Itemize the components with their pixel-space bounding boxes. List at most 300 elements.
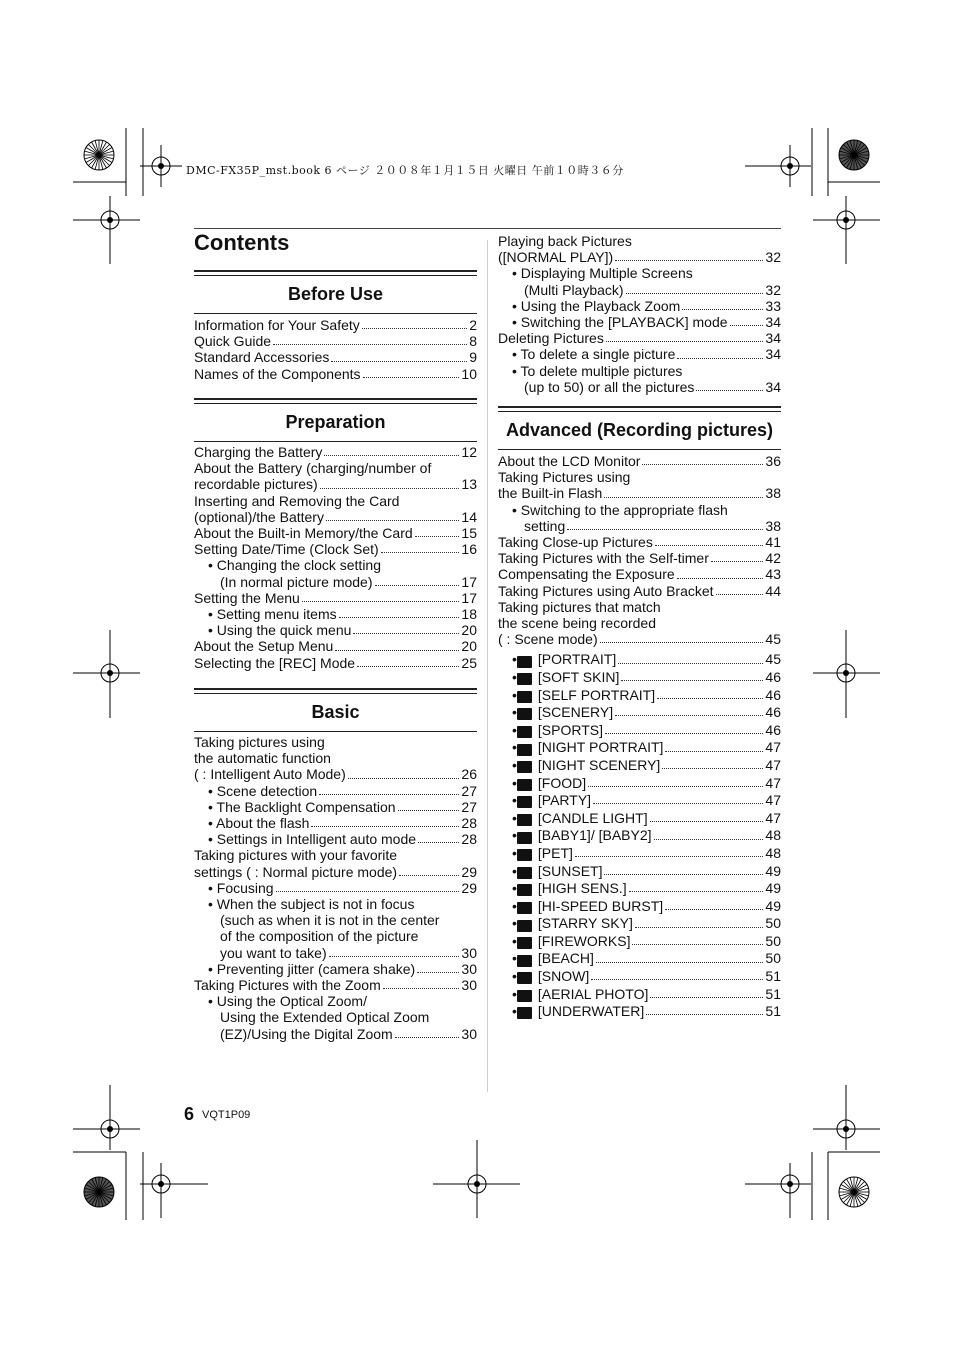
toc-entry[interactable] xyxy=(194,541,477,557)
toc-entry[interactable] xyxy=(194,783,477,799)
toc-entry[interactable] xyxy=(498,826,781,844)
toc-page-number: 30 xyxy=(461,944,477,961)
toc-entry[interactable] xyxy=(498,249,781,265)
leader-dots xyxy=(600,642,764,643)
toc-entry-text: • Setting menu items xyxy=(208,606,337,623)
bullet: • xyxy=(512,704,517,721)
toc-entry-text: settings ( : Normal picture mode) xyxy=(194,863,398,880)
toc-entry[interactable] xyxy=(498,453,781,469)
toc-entry-text: [BABY1]/ [BABY2] xyxy=(537,827,652,844)
section-heading: Basic xyxy=(311,702,360,722)
leader-dots xyxy=(375,585,460,586)
toc-entry[interactable] xyxy=(498,967,781,985)
leader-dots xyxy=(657,698,763,699)
toc-entry[interactable] xyxy=(498,599,781,615)
leader-dots xyxy=(605,733,763,734)
scene-mode-icon xyxy=(517,972,532,984)
leader-dots xyxy=(276,891,460,892)
toc-entry-text: (EZ)/Using the Digital Zoom xyxy=(220,1025,393,1042)
toc-page-number: 38 xyxy=(765,517,781,534)
toc-entry[interactable] xyxy=(194,912,477,928)
printer-header: DMC-FX35P_mst.book 6 ページ ２００８年１月１５日 火曜日 午前１０時３６分 xyxy=(186,164,624,177)
toc-page-number: 20 xyxy=(461,638,477,655)
scene-mode-icon xyxy=(517,990,532,1002)
toc-entry[interactable] xyxy=(194,460,477,476)
toc-entry[interactable] xyxy=(194,606,477,622)
leader-dots xyxy=(348,778,460,779)
toc-page-number: 34 xyxy=(765,378,781,395)
toc-entry[interactable] xyxy=(498,914,781,932)
toc-entry-text: Taking Pictures with the Zoom xyxy=(194,977,381,994)
leader-dots xyxy=(696,390,763,391)
toc-entry-text: [NIGHT PORTRAIT] xyxy=(537,739,664,756)
bullet: • xyxy=(512,809,517,826)
toc-list-scenes xyxy=(498,650,781,1019)
toc-page-number: 12 xyxy=(461,444,477,460)
scene-mode-icon xyxy=(517,1007,532,1019)
toc-page-number: 33 xyxy=(765,297,781,314)
toc-entry[interactable] xyxy=(498,631,781,647)
toc-page-number: 51 xyxy=(765,1003,781,1020)
scene-mode-icon xyxy=(517,902,532,914)
toc-page-number: 16 xyxy=(461,541,477,558)
section-heading: Preparation xyxy=(285,412,386,432)
toc-entry-text: About the Battery (charging/number of xyxy=(194,460,432,477)
toc-page-number: 10 xyxy=(461,365,477,382)
leader-dots xyxy=(326,520,459,521)
leader-dots xyxy=(665,909,763,910)
leader-dots xyxy=(329,956,460,957)
toc-entry-text: Playing back Pictures xyxy=(498,233,632,249)
toc-entry[interactable] xyxy=(498,282,781,298)
scene-mode-icon xyxy=(517,796,532,808)
bullet: • xyxy=(512,739,517,756)
toc-entry-text: Taking Pictures using Auto Bracket xyxy=(498,582,714,599)
toc-page-number: 30 xyxy=(461,1025,477,1042)
toc-page-number: 18 xyxy=(461,606,477,623)
toc-entry[interactable] xyxy=(498,685,781,703)
toc-entry[interactable] xyxy=(194,961,477,977)
toc-entry[interactable] xyxy=(194,977,477,993)
bullet: • xyxy=(512,827,517,844)
leader-dots xyxy=(398,810,460,811)
toc-page-number: 47 xyxy=(765,774,781,791)
toc-entry[interactable] xyxy=(194,831,477,847)
leader-dots xyxy=(331,361,467,362)
toc-page-number: 34 xyxy=(765,314,781,331)
bullet: • xyxy=(512,915,517,932)
toc-entry-text: [SNOW] xyxy=(537,968,590,985)
toc-entry[interactable] xyxy=(498,518,781,534)
toc-entry[interactable] xyxy=(498,703,781,721)
toc-entry[interactable] xyxy=(498,773,781,791)
toc-entry-text: ( : Scene mode) xyxy=(498,631,598,648)
toc-entry-text: ( : Intelligent Auto Mode) xyxy=(194,766,346,783)
toc-entry[interactable] xyxy=(498,949,781,967)
leader-dots xyxy=(665,751,763,752)
toc-entry-text: [SPORTS] xyxy=(537,721,603,738)
toc-entry-text: • When the subject is not in focus xyxy=(208,896,415,913)
toc-entry-text: (up to 50) or all the pictures xyxy=(524,378,695,395)
leader-dots xyxy=(646,1014,763,1015)
toc-page-number: 47 xyxy=(765,739,781,756)
section-advanced xyxy=(498,406,781,450)
toc-entry-text: (such as when it is not in the center xyxy=(220,912,440,929)
toc-page-number: 50 xyxy=(765,932,781,949)
leader-dots xyxy=(615,260,763,261)
toc-page-number: 34 xyxy=(765,346,781,363)
toc-entry[interactable] xyxy=(498,984,781,1002)
scene-mode-icon xyxy=(517,884,532,896)
toc-entry[interactable] xyxy=(498,550,781,566)
toc-entry-text: Quick Guide xyxy=(194,333,272,350)
toc-entry[interactable] xyxy=(194,525,477,541)
leader-dots xyxy=(716,594,764,595)
toc-entry-text: the scene being recorded xyxy=(498,615,656,632)
toc-list-playback xyxy=(498,233,781,395)
toc-page-number: 27 xyxy=(461,798,477,815)
toc-entry[interactable] xyxy=(498,738,781,756)
toc-entry[interactable] xyxy=(194,734,477,750)
section-preparation xyxy=(194,398,477,442)
leader-dots xyxy=(320,488,460,489)
leader-dots xyxy=(730,325,764,326)
toc-entry[interactable] xyxy=(194,1009,477,1025)
toc-page-number: 34 xyxy=(765,330,781,347)
toc-page-number: 15 xyxy=(461,525,477,542)
toc-entry-text: the automatic function xyxy=(194,750,331,767)
toc-entry-text: • Settings in Intelligent auto mode xyxy=(208,831,417,848)
toc-entry-text: • Using the quick menu xyxy=(208,622,352,639)
leader-dots xyxy=(682,309,763,310)
toc-entry[interactable] xyxy=(194,880,477,896)
toc-entry-text: (Multi Playback) xyxy=(524,281,624,298)
leader-dots xyxy=(324,455,459,456)
toc-entry[interactable] xyxy=(498,330,781,346)
bullet: • xyxy=(512,897,517,914)
toc-entry[interactable] xyxy=(194,1026,477,1042)
toc-list-advanced xyxy=(498,453,781,647)
toc-entry[interactable] xyxy=(498,233,781,249)
toc-entry[interactable] xyxy=(194,993,477,1009)
toc-entry-text: (In normal picture mode) xyxy=(220,573,373,590)
section-heading: Before Use xyxy=(287,284,384,304)
leader-dots xyxy=(591,979,763,980)
column-divider xyxy=(487,240,488,1092)
toc-list-basic xyxy=(194,734,477,1042)
toc-entry[interactable] xyxy=(498,808,781,826)
toc-page-number: 48 xyxy=(765,827,781,844)
toc-entry-text: Deleting Pictures xyxy=(498,330,604,347)
leader-dots xyxy=(626,293,764,294)
bullet: • xyxy=(512,686,517,703)
toc-page-number: 38 xyxy=(765,485,781,502)
toc-entry[interactable] xyxy=(498,1002,781,1020)
toc-entry-text: [SCENERY] xyxy=(537,704,614,721)
scene-mode-icon xyxy=(517,691,532,703)
scene-mode-icon xyxy=(517,708,532,720)
section-basic xyxy=(194,688,477,732)
toc-page-number: 9 xyxy=(469,349,477,366)
toc-entry-text: Selecting the [REC] Mode xyxy=(194,654,356,671)
bullet: • xyxy=(512,774,517,791)
toc-page-number: 47 xyxy=(765,756,781,773)
toc-entry[interactable] xyxy=(498,932,781,950)
scene-mode-icon xyxy=(517,779,532,791)
toc-entry-text: • Switching to the appropriate flash xyxy=(512,501,728,518)
leader-dots xyxy=(650,821,764,822)
toc-entry-text: [FIREWORKS] xyxy=(537,932,631,949)
toc-page-number: 28 xyxy=(461,831,477,848)
toc-entry[interactable] xyxy=(194,509,477,525)
leader-dots xyxy=(383,988,460,989)
leader-dots xyxy=(632,944,763,945)
toc-entry-text: Taking Pictures using xyxy=(498,469,631,486)
toc-entry[interactable] xyxy=(194,557,477,573)
leader-dots xyxy=(357,666,459,667)
leader-dots xyxy=(655,545,764,546)
toc-entry[interactable] xyxy=(498,861,781,879)
toc-entry-text: • Preventing jitter (camera shake) xyxy=(208,960,416,977)
toc-entry[interactable] xyxy=(498,314,781,330)
toc-page-number: 48 xyxy=(765,844,781,861)
toc-entry-text: • Using the Playback Zoom xyxy=(512,297,681,314)
leader-dots xyxy=(606,341,764,342)
leader-dots xyxy=(399,875,459,876)
toc-entry[interactable] xyxy=(194,366,477,382)
scene-mode-icon xyxy=(517,849,532,861)
toc-entry-text: Taking pictures with your favorite xyxy=(194,847,398,864)
toc-entry[interactable] xyxy=(498,485,781,501)
toc-page-number: 41 xyxy=(765,534,781,551)
toc-entry-text: [FOOD] xyxy=(537,774,587,791)
toc-entry-text: you want to take) xyxy=(220,944,327,961)
toc-entry-text: • Displaying Multiple Screens xyxy=(512,265,693,282)
toc-entry[interactable] xyxy=(194,333,477,349)
toc-page-number: 43 xyxy=(765,566,781,583)
toc-entry[interactable] xyxy=(498,265,781,281)
toc-entry[interactable] xyxy=(194,638,477,654)
toc-page-number: 50 xyxy=(765,950,781,967)
toc-page-number: 17 xyxy=(461,573,477,590)
toc-page-number: 46 xyxy=(765,668,781,685)
leader-dots xyxy=(662,768,763,769)
toc-page-number: 45 xyxy=(765,631,781,648)
toc-entry[interactable] xyxy=(498,791,781,809)
toc-page-number: 30 xyxy=(461,977,477,994)
leader-dots xyxy=(319,794,459,795)
toc-entry[interactable] xyxy=(194,590,477,606)
leader-dots xyxy=(711,561,764,562)
toc-entry[interactable] xyxy=(498,534,781,550)
toc-entry[interactable] xyxy=(194,945,477,961)
toc-page-number: 27 xyxy=(461,782,477,799)
bullet: • xyxy=(512,721,517,738)
toc-page-number: 30 xyxy=(461,960,477,977)
toc-entry-text: setting xyxy=(524,517,566,534)
toc-entry[interactable] xyxy=(194,349,477,365)
toc-entry-text: • Switching the [PLAYBACK] mode xyxy=(512,314,728,331)
toc-entry[interactable] xyxy=(498,469,781,485)
leader-dots xyxy=(629,891,764,892)
bullet: • xyxy=(512,756,517,773)
toc-entry-text: Compensating the Exposure xyxy=(498,566,675,583)
leader-dots xyxy=(335,650,459,651)
toc-entry-text: [UNDERWATER] xyxy=(537,1003,645,1020)
toc-entry[interactable] xyxy=(498,379,781,395)
leader-dots xyxy=(596,962,764,963)
leader-dots xyxy=(339,617,460,618)
toc-entry[interactable] xyxy=(194,864,477,880)
toc-entry[interactable] xyxy=(194,847,477,863)
leader-dots xyxy=(575,856,764,857)
toc-entry-text: Inserting and Removing the Card xyxy=(194,492,400,509)
toc-entry-text: [STARRY SKY] xyxy=(537,915,633,932)
toc-page-number: 50 xyxy=(765,915,781,932)
leader-dots xyxy=(381,552,460,553)
leader-dots xyxy=(677,578,764,579)
toc-entry[interactable] xyxy=(194,928,477,944)
toc-entry-text: [SUNSET] xyxy=(537,862,603,879)
leader-dots xyxy=(588,786,763,787)
scene-mode-icon xyxy=(517,761,532,773)
toc-page-number: 29 xyxy=(461,863,477,880)
bullet: • xyxy=(512,932,517,949)
toc-page-number: 32 xyxy=(765,249,781,266)
toc-entry-text: Taking pictures using xyxy=(194,734,325,750)
toc-page-number: 32 xyxy=(765,281,781,298)
toc-page-number: 36 xyxy=(765,453,781,469)
toc-entry-text: [SOFT SKIN] xyxy=(537,668,620,685)
toc-entry-text: recordable pictures) xyxy=(194,476,318,493)
toc-entry-text: [AERIAL PHOTO] xyxy=(537,985,649,1002)
leader-dots xyxy=(417,972,459,973)
scene-mode-icon xyxy=(517,726,532,738)
bullet: • xyxy=(512,792,517,809)
toc-entry-text: • About the flash xyxy=(208,815,310,832)
toc-page-number: 49 xyxy=(765,880,781,897)
scene-mode-icon xyxy=(517,673,532,685)
toc-entry-text: • To delete a single picture xyxy=(512,346,676,363)
toc-entry-text: (optional)/the Battery xyxy=(194,508,324,525)
page-title: Contents xyxy=(194,230,290,255)
toc-entry[interactable] xyxy=(194,444,477,460)
toc-page-number: 13 xyxy=(461,476,477,493)
toc-entry[interactable] xyxy=(498,896,781,914)
scene-mode-icon xyxy=(517,920,532,932)
toc-entry-text: Names of the Components xyxy=(194,365,361,382)
scene-mode-icon xyxy=(517,814,532,826)
leader-dots xyxy=(353,633,459,634)
leader-dots xyxy=(654,839,764,840)
toc-entry-text: [CANDLE LIGHT] xyxy=(537,809,648,826)
toc-entry[interactable] xyxy=(498,844,781,862)
toc-entry-text: [NIGHT SCENERY] xyxy=(537,756,661,773)
toc-entry[interactable] xyxy=(194,493,477,509)
toc-entry[interactable] xyxy=(194,574,477,590)
toc-entry[interactable] xyxy=(194,317,477,333)
bullet: • xyxy=(512,968,517,985)
toc-page-number: 46 xyxy=(765,704,781,721)
toc-entry-text: [PORTRAIT] xyxy=(537,651,617,668)
toc-entry-text: About the Setup Menu xyxy=(194,638,334,655)
toc-list-before-use xyxy=(194,317,477,382)
leader-dots xyxy=(567,529,763,530)
toc-entry[interactable] xyxy=(498,566,781,582)
toc-entry[interactable] xyxy=(194,799,477,815)
leader-dots xyxy=(302,601,460,602)
toc-entry-text: About the Built-in Memory/the Card xyxy=(194,525,413,542)
leader-dots xyxy=(362,328,467,329)
bullet: • xyxy=(512,1003,517,1020)
toc-page-number: 47 xyxy=(765,792,781,809)
toc-page-number: 49 xyxy=(765,862,781,879)
doc-code: VQT1P09 xyxy=(202,1109,251,1121)
toc-entry[interactable] xyxy=(498,502,781,518)
toc-entry[interactable] xyxy=(498,756,781,774)
toc-entry[interactable] xyxy=(498,668,781,686)
toc-entry-text: Information for Your Safety xyxy=(194,317,360,333)
toc-entry-text: Setting Date/Time (Clock Set) xyxy=(194,541,379,558)
toc-entry[interactable] xyxy=(498,720,781,738)
bullet: • xyxy=(512,668,517,685)
section-heading: Advanced (Recording pictures) xyxy=(505,420,774,440)
toc-entry[interactable] xyxy=(194,896,477,912)
toc-page-number: 46 xyxy=(765,686,781,703)
toc-entry-text: [PARTY] xyxy=(537,792,592,809)
leader-dots xyxy=(273,344,467,345)
toc-entry-text: • Using the Optical Zoom/ xyxy=(208,993,367,1010)
toc-entry-text: • Focusing xyxy=(208,879,274,896)
toc-entry[interactable] xyxy=(498,615,781,631)
leader-dots xyxy=(363,377,460,378)
leader-dots xyxy=(650,997,763,998)
toc-page-number: 47 xyxy=(765,809,781,826)
toc-entry-text: • Scene detection xyxy=(208,782,318,799)
bullet: • xyxy=(512,985,517,1002)
scene-mode-icon xyxy=(517,955,532,967)
toc-entry[interactable] xyxy=(194,622,477,638)
toc-page-number: 51 xyxy=(765,985,781,1002)
toc-entry[interactable] xyxy=(498,298,781,314)
toc-entry[interactable] xyxy=(498,650,781,668)
toc-page-number: 44 xyxy=(765,582,781,599)
toc-entry[interactable] xyxy=(194,476,477,492)
section-before-use xyxy=(194,270,477,314)
bullet: • xyxy=(512,862,517,879)
toc-entry[interactable] xyxy=(194,655,477,671)
leader-dots xyxy=(593,803,763,804)
toc-entry[interactable] xyxy=(498,879,781,897)
toc-entry-text: Using the Extended Optical Zoom xyxy=(220,1009,430,1026)
toc-entry-text: Charging the Battery xyxy=(194,444,323,460)
scene-mode-icon xyxy=(517,744,532,756)
leader-dots xyxy=(635,927,764,928)
leader-dots xyxy=(418,842,459,843)
toc-entry-text: Taking Close-up Pictures xyxy=(498,534,653,551)
toc-entry[interactable] xyxy=(194,815,477,831)
toc-entry[interactable] xyxy=(194,750,477,766)
toc-entry[interactable] xyxy=(194,766,477,782)
scene-mode-icon xyxy=(517,656,532,668)
toc-entry[interactable] xyxy=(498,583,781,599)
toc-entry-text: the Built-in Flash xyxy=(498,485,603,502)
toc-page-number: 29 xyxy=(461,879,477,896)
bullet: • xyxy=(512,950,517,967)
scene-mode-icon xyxy=(517,937,532,949)
toc-entry[interactable] xyxy=(498,346,781,362)
toc-entry[interactable] xyxy=(498,363,781,379)
